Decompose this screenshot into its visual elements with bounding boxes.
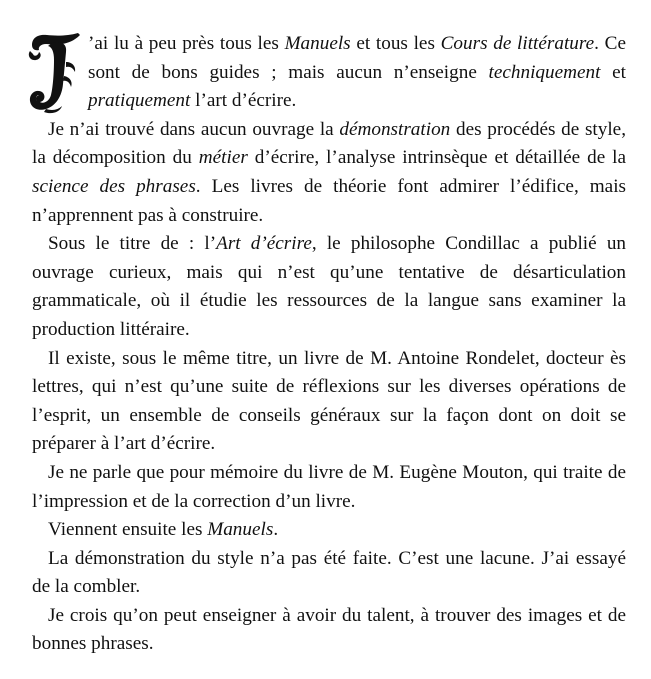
paragraph [32,459,626,516]
italic-run: science des phrases [32,175,196,197]
paragraph [32,230,626,344]
paragraph [32,516,626,545]
paragraph [32,602,626,659]
text-run: Je n’ai trouvé dans aucun ouvrage la [48,118,340,140]
italic-run: Cours de littérature [440,33,595,54]
dropcap-j-icon [26,32,82,114]
text-run: d’écrire, l’analyse intrinsèque et détaillée de la [247,147,626,169]
text-run: ’ai lu à peu près tous les [88,33,285,54]
text-run: . Les livres de théorie font admirer l’édifice, mais n’apprennent pas à construire. [32,175,626,226]
text-run: . [273,519,279,541]
text-run: Je crois qu’on peut enseigner à avoir du talent, à trouver des images et de bonnes phrases. [32,604,626,655]
paragraph-text [48,519,278,540]
italic-run: Art d’écrire [216,233,312,255]
text-run: La démonstration du style n’a pas été faite. C’est une lacune. J’ai essayé de la combler. [32,547,626,598]
text-run: et tous les [350,33,441,54]
text-run: et [600,61,626,83]
paragraph-text [32,462,626,512]
dropcap-initial [26,32,82,114]
paragraph-text [32,548,626,598]
text-run: , le philosophe Condillac a publié un ouvrage curieux, mais qui n’est qu’une tentative de désarticulation grammaticale, où il étudie les ressources de la langue sans examiner la production littéraire. [32,233,627,340]
paragraph-text [88,33,626,111]
italic-run: techniquement [488,61,601,83]
paragraph-text [32,605,626,655]
paragraph [32,345,626,459]
italic-run: Manuels [207,519,274,541]
paragraph [32,545,626,602]
italic-run: Manuels [284,33,351,54]
text-run: Viennent ensuite les [48,519,208,541]
paragraph [32,30,626,116]
text-run: . Ce sont de bons guides ; mais aucun n’enseigne [88,33,626,83]
text-run: Il existe, sous le même titre, un livre de M. Antoine Rondelet, docteur ès lettres, qui n’est qu’une suite de réflexions sur les diverses opérations de l’esprit, un ensemble de conseils généraux sur la façon dont on doit se préparer à l’art d’écrire. [32,347,626,455]
italic-run: métier [198,147,248,169]
text-run: des procédés de style, la décomposition du [32,118,626,169]
document-page [32,30,626,659]
paragraph-text [32,119,626,226]
italic-run: pratiquement [88,90,191,112]
paragraph [32,116,626,230]
text-run: Je ne parle que pour mémoire du livre de M. Eugène Mouton, qui traite de l’impression et de la correction d’un livre. [32,461,626,512]
text-run: l’art d’écrire. [190,90,297,112]
text-run: Sous le titre de : l’ [48,233,217,255]
italic-run: démonstration [339,118,451,140]
paragraph-text [32,348,626,455]
paragraph-text [32,233,626,340]
